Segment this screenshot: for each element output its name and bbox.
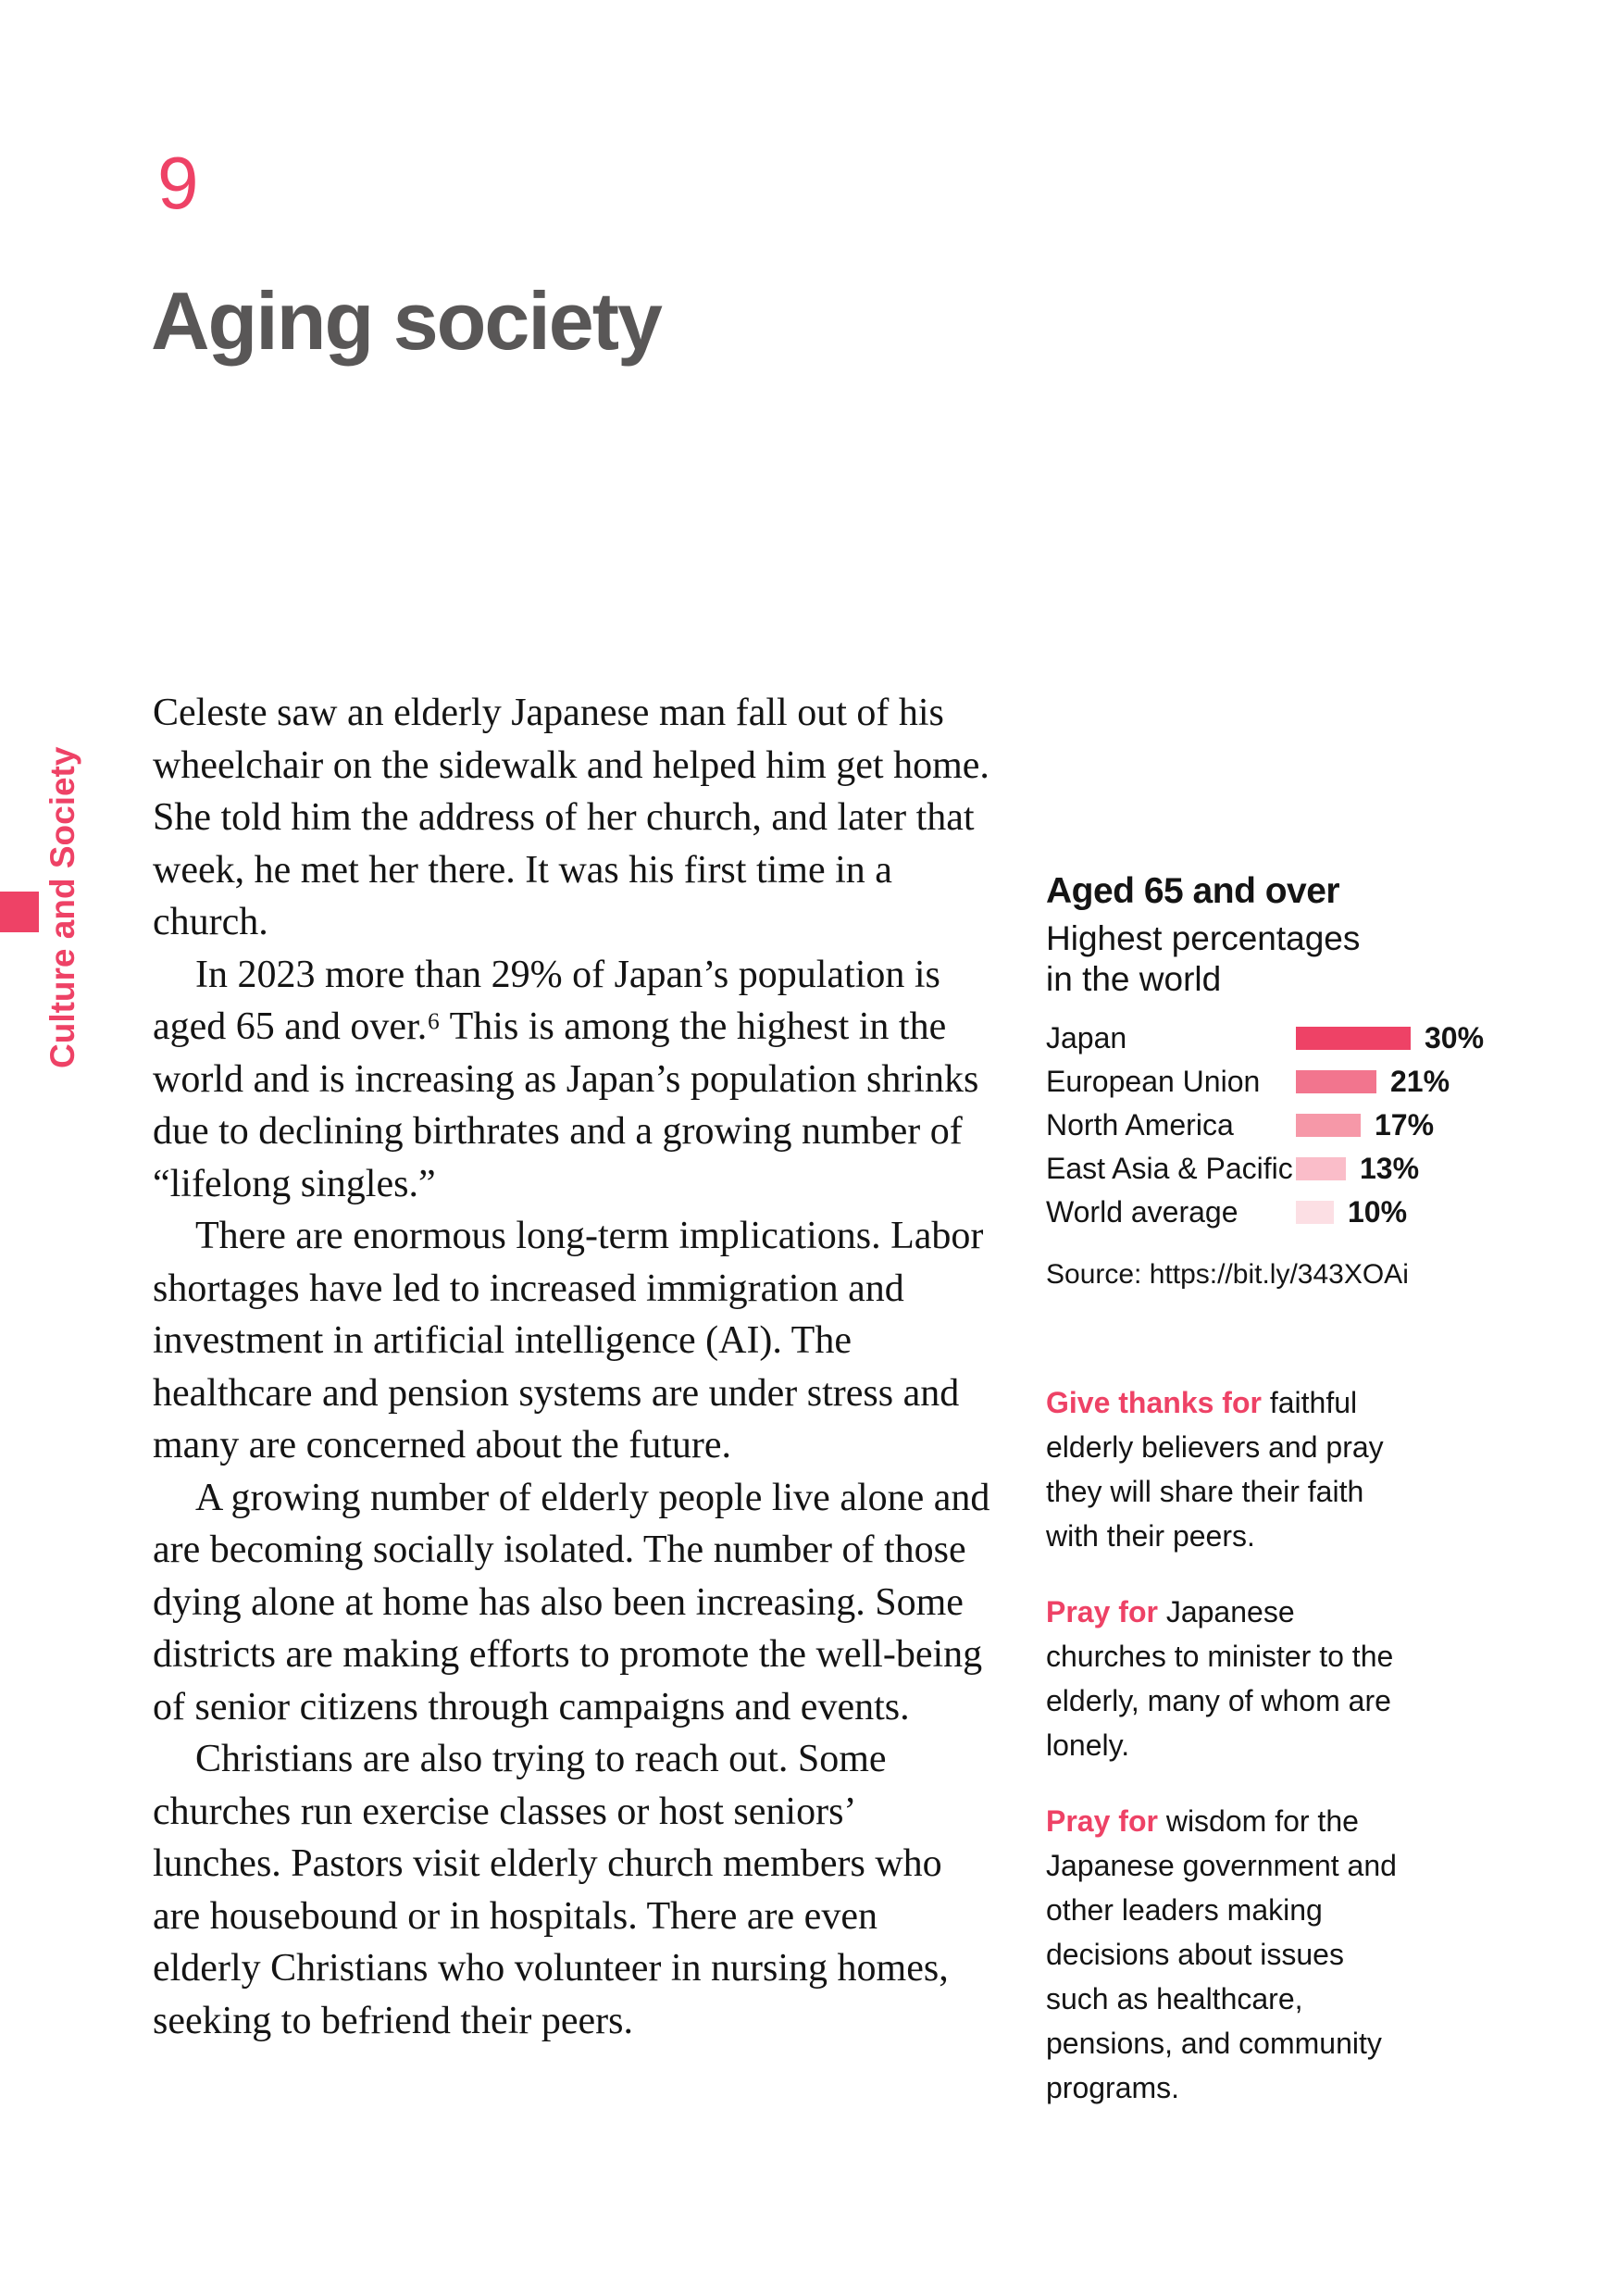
article-paragraph: Celeste saw an elderly Japanese man fall out of his wheelchair on the sidewalk and helped him get home. She told him the address of her church, and later that week, he met her there. It was his first time in a church.	[153, 692, 989, 943]
chart-rows	[1046, 1017, 1546, 1234]
prayer-list	[1046, 1380, 1407, 2110]
chart-row	[1046, 1017, 1546, 1060]
chart-value-label: 30%	[1425, 1021, 1485, 1054]
chart-bar	[1296, 1201, 1334, 1224]
chart-category-label: World average	[1046, 1195, 1238, 1229]
chart-value-label: 10%	[1348, 1195, 1408, 1229]
chart-value-label: 21%	[1390, 1065, 1450, 1098]
chart-value-label: 13%	[1360, 1152, 1420, 1185]
prayer-text: faithful elderly believers and pray they will share their faith with their peers.	[1046, 1386, 1384, 1553]
section-label-vertical: Culture and Society	[44, 746, 81, 1068]
article-paragraph: A growing number of elderly people live alone and are becoming socially isolated. The number of those dying alone at home has also been increasing. Some districts are making efforts to promote the well-being of senior citizens through campaigns and events.	[153, 1476, 990, 1728]
chart-category-label: East Asia & Pacific	[1046, 1152, 1293, 1185]
prayer-item	[1046, 1590, 1407, 1767]
article-paragraph: Christians are also trying to reach out. Some churches run exercise classes or host seniors’ lunches. Pastors visit elderly church members who are housebound or in hospitals. There are even elderly Christians who volunteer in nursing homes, seeking to befriend their peers.	[153, 1738, 949, 2042]
chart-bar	[1296, 1114, 1361, 1137]
chart-row	[1046, 1060, 1546, 1104]
chart-bar	[1296, 1027, 1411, 1050]
prayer-lead: Pray for	[1046, 1595, 1158, 1628]
prayer-text: wisdom for the Japanese government and other leaders making decisions about issues such as healthcare, pensions, and community programs.	[1046, 1804, 1397, 2104]
section-color-tab	[0, 892, 39, 932]
chapter-number: 9	[157, 142, 199, 224]
chart-subtitle: Highest percentages in the world	[1046, 919, 1361, 998]
article-body	[153, 687, 990, 2047]
chart-title: Aged 65 and over	[1046, 871, 1340, 911]
article-paragraph: There are enormous long-term implications. Labor shortages have led to increased immigration and investment in artificial intelligence (AI). The healthcare and pension systems are under stress and many are concerned about the future.	[153, 1215, 984, 1466]
prayer-text: Japanese churches to minister to the elderly, many of whom are lonely.	[1046, 1595, 1394, 1762]
chart-row	[1046, 1147, 1546, 1191]
chart-row	[1046, 1104, 1546, 1147]
sidebar-column	[1046, 870, 1546, 2110]
chart-category-label: North America	[1046, 1108, 1234, 1142]
prayer-item	[1046, 1380, 1407, 1558]
chart-value-label: 17%	[1375, 1108, 1435, 1142]
prayer-item	[1046, 1799, 1407, 2110]
chart-category-label: Japan	[1046, 1021, 1127, 1054]
chart	[1046, 870, 1546, 1292]
chart-source: Source: https://bit.ly/343XOAi	[1046, 1259, 1409, 1290]
chart-bar	[1296, 1070, 1376, 1093]
chart-row	[1046, 1191, 1546, 1234]
article-paragraph: In 2023 more than 29% of Japan’s population is aged 65 and over.⁶ This is among the highest in the world and is increasing as Japan’s population shrinks due to declining birthrates and a growing number of “lifelong singles.”	[153, 953, 979, 1205]
page-title: Aging society	[151, 274, 661, 367]
prayer-lead: Give thanks for	[1046, 1386, 1262, 1419]
prayer-lead: Pray for	[1046, 1804, 1158, 1838]
chart-category-label: European Union	[1046, 1065, 1261, 1098]
chart-bar	[1296, 1157, 1346, 1180]
